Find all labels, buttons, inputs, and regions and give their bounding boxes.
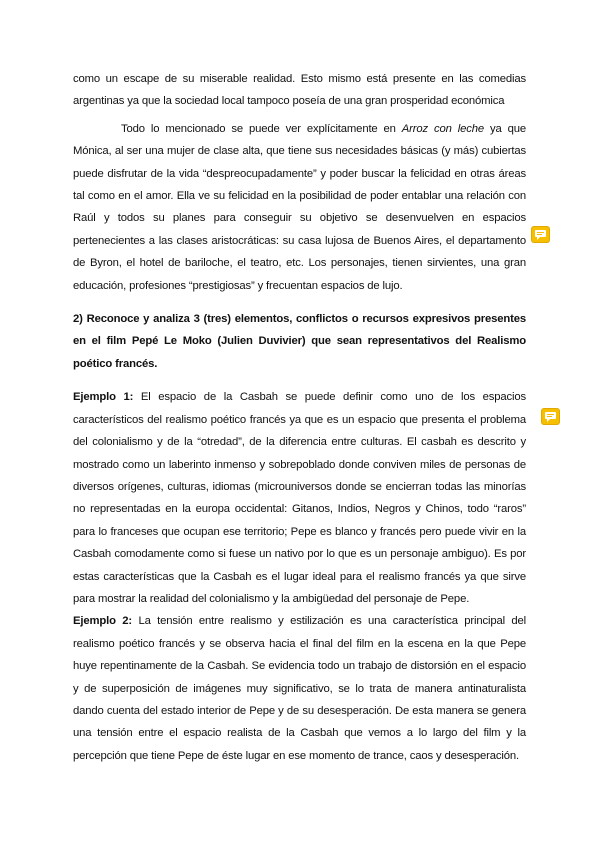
paragraph-1: como un escape de su miserable realidad. Esto mismo está presente en las comedias argentinas ya que la sociedad local tampoco poseía de una gran prosperidad económica — [73, 73, 526, 108]
example-1-text: El espacio de la Casbah se puede definir como uno de los espacios característicos del realismo poético francés ya que es un espacio que presenta el problema del colonialismo y de la “otredad”, de la diferencia entre culturas. El casbah es descrito y mostrado como un laberinto inmenso y sobrepoblado donde conviven miles de personas de diversos orígenes, culturas, idiomas (microuniversos donde se encierran todas las minorías no representadas en la europa occidental: Gitanos, Indios, Negros y Chinos, todo “raros” para lo franceses que ocupan ese territorio; Pepe es blanco y francés pero puede vivir en la Casbah comodamente como si fuese un nativo por lo que es un personaje ambiguo). Es por estas características que la Casbah es el lugar ideal para el realismo francés ya que sirve para mostrar la realidad del colonialismo y la ambigüedad del personaje de Pepe. — [73, 391, 526, 605]
comment-icon[interactable] — [542, 409, 559, 424]
example-1 — [73, 386, 526, 610]
example-2-label: Ejemplo 2: — [73, 615, 133, 628]
document-body — [73, 68, 526, 767]
paragraph-2-rest: ya que Mónica, al ser una mujer de clase alta, que tiene sus necesidades básicas (y más) cubiertas puede disfrutar de la vida “despreocupadamente” y poder buscar la felicidad en otras áreas tal como en el amor. Ella ve su felicidad en la posibilidad de poder entablar una relación con Raúl y todos su planes para conseguir su objetivo se desenvuelven en espacios pertenecientes a las clases aristocráticas: su casa lujosa de Buenos Aires, el departamento de Byron, el hotel de bariloche, el teatro, etc. Los personajes, tienen sirvientes, una gran educación, profesiones “prestigiosas” y frecuentan espacios de lujo. — [73, 122, 526, 292]
example-2-text: La tensión entre realismo y estilización es una característica principal del realismo poético francés y se observa hacia el final del film en la escena en la que Pepe huye repentinamente de la Casbah. Se evidencia todo un trabajo de distorsión en el espacio y de superposición de imágenes muy significativo, se lo trata de manera antinaturalista dando cuenta del estado interior de Pepe y de su desesperación. De esta manera se genera una tensión entre el espacio realista de la Casbah que vemos a lo largo del film y la percepción que tiene Pepe de éste lugar en ese momento de trance, caos y desesperación. — [73, 615, 526, 762]
example-1-label: Ejemplo 1: — [73, 391, 134, 404]
question-2: 2) Reconoce y analiza 3 (tres) elementos, conflictos o recursos expresivos presentes en el film Pepé Le Moko (Julien Duvivier) que sean representativos del Realismo poético francés. — [73, 313, 526, 370]
paragraph-2-start: Todo lo mencionado se puede ver explícitamente en — [121, 122, 402, 135]
example-2 — [73, 610, 526, 767]
comment-icon[interactable] — [532, 227, 549, 242]
film-title-arroz: Arroz con leche — [401, 122, 485, 135]
paragraph-2 — [73, 118, 526, 297]
